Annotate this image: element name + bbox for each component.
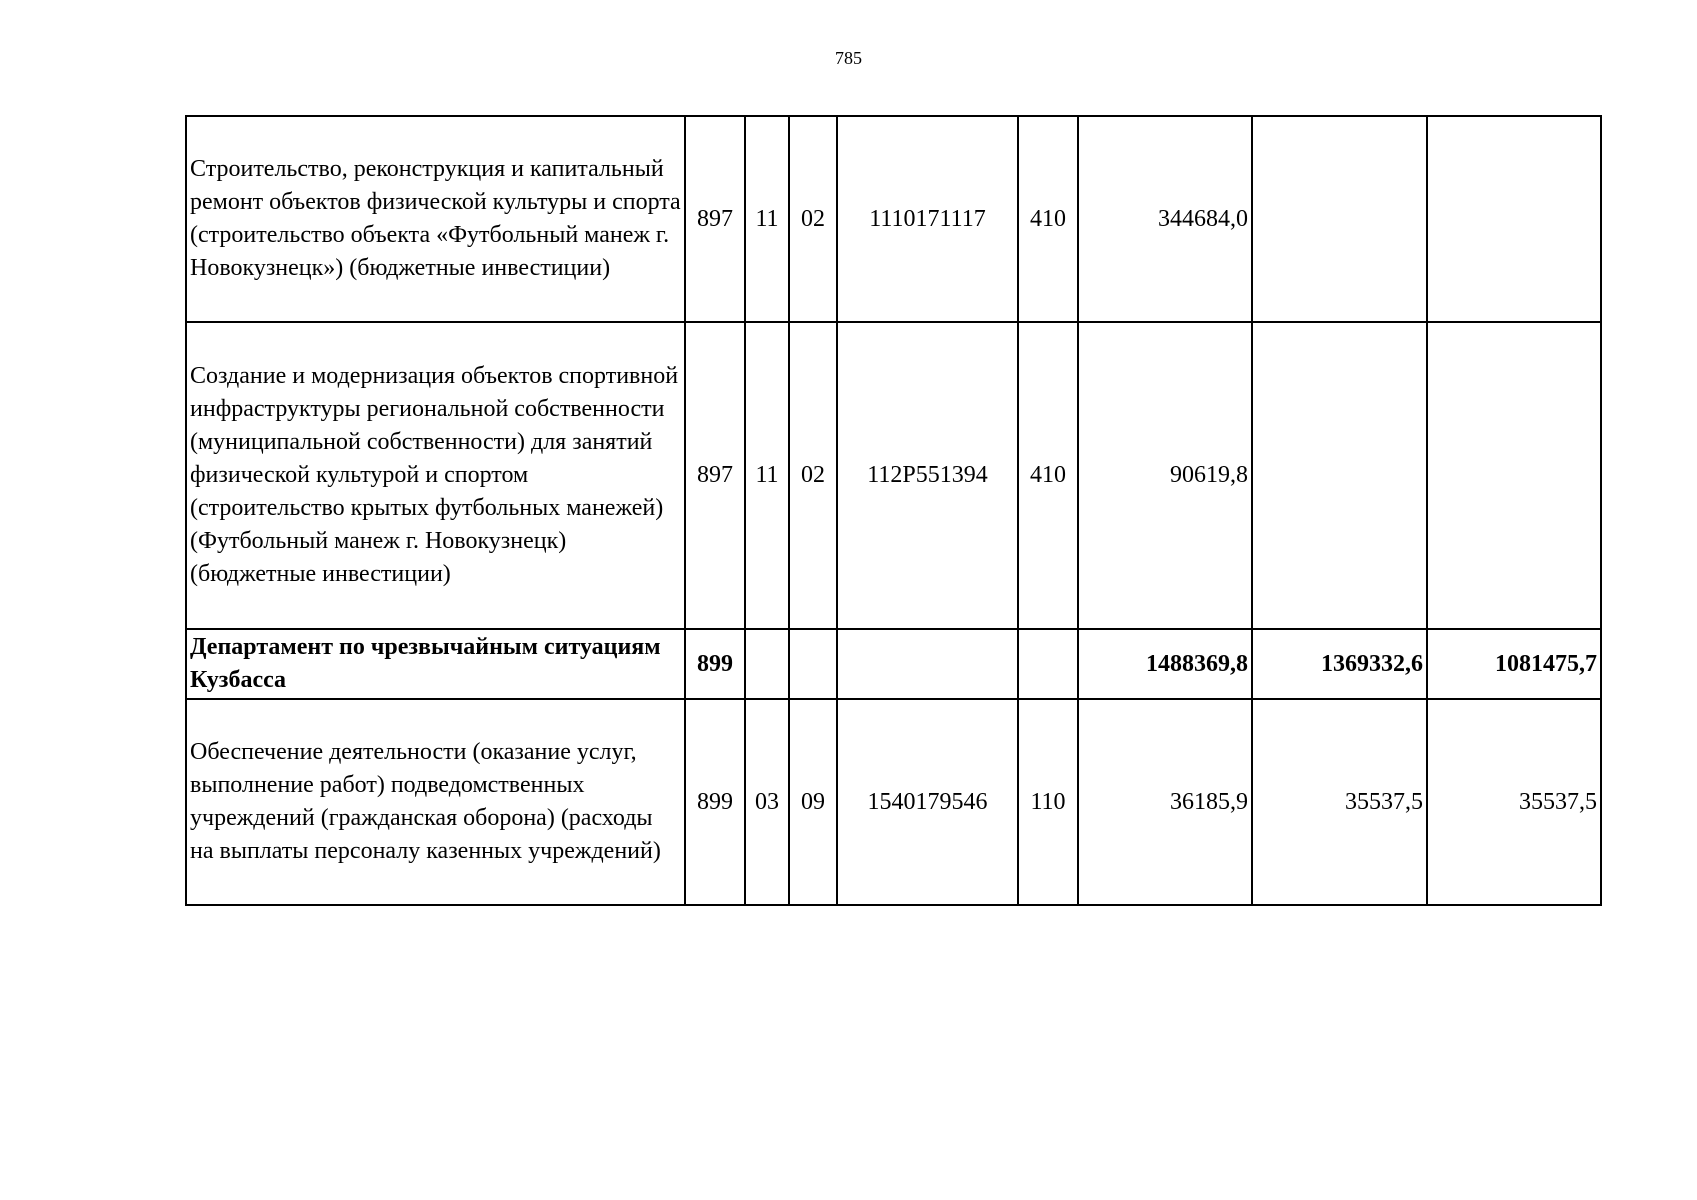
table-row [186, 699, 1601, 905]
ministry-code: 897 [685, 322, 745, 629]
subsection-code: 02 [789, 116, 837, 322]
target-article-code: 1540179546 [837, 699, 1018, 905]
target-article-code: 1110171117 [837, 116, 1018, 322]
table-row [186, 116, 1601, 322]
section-code: 11 [745, 322, 789, 629]
subsection-code: 09 [789, 699, 837, 905]
section-code: 11 [745, 116, 789, 322]
ministry-code: 899 [685, 629, 745, 699]
budget-table [185, 115, 1602, 906]
page-number: 785 [835, 48, 862, 68]
row-name: Строительство, реконструкция и капитальный ремонт объектов физической культуры и спорта (строительство объекта «Футбольный манеж г. Новокузнецк») (бюджетные инвестиции) [186, 116, 685, 322]
subsection-code: 02 [789, 322, 837, 629]
amount-year-3: 1081475,7 [1427, 629, 1601, 699]
ministry-code: 897 [685, 116, 745, 322]
subsection-code [789, 629, 837, 699]
table-row-department-total [186, 629, 1601, 699]
amount-year-2 [1252, 322, 1427, 629]
table-row [186, 322, 1601, 629]
ministry-code: 899 [685, 699, 745, 905]
expense-type-code [1018, 629, 1078, 699]
amount-year-3: 35537,5 [1427, 699, 1601, 905]
row-name: Департамент по чрезвычайным ситуациям Кузбасса [186, 629, 685, 699]
expense-type-code: 410 [1018, 322, 1078, 629]
amount-year-1: 36185,9 [1078, 699, 1252, 905]
section-code [745, 629, 789, 699]
expense-type-code: 410 [1018, 116, 1078, 322]
amount-year-1: 344684,0 [1078, 116, 1252, 322]
amount-year-1: 90619,8 [1078, 322, 1252, 629]
amount-year-2: 35537,5 [1252, 699, 1427, 905]
amount-year-2: 1369332,6 [1252, 629, 1427, 699]
expense-type-code: 110 [1018, 699, 1078, 905]
amount-year-1: 1488369,8 [1078, 629, 1252, 699]
row-name: Обеспечение деятельности (оказание услуг, выполнение работ) подведомственных учреждений (гражданская оборона) (расходы на выплаты персоналу казенных учреждений) [186, 699, 685, 905]
amount-year-2 [1252, 116, 1427, 322]
amount-year-3 [1427, 116, 1601, 322]
section-code: 03 [745, 699, 789, 905]
target-article-code [837, 629, 1018, 699]
row-name: Создание и модернизация объектов спортивной инфраструктуры региональной собственности (муниципальной собственности) для занятий физической культурой и спортом (строительство крытых футбольных манежей) (Футбольный манеж г. Новокузнецк) (бюджетные инвестиции) [186, 322, 685, 629]
amount-year-3 [1427, 322, 1601, 629]
target-article-code: 112P551394 [837, 322, 1018, 629]
